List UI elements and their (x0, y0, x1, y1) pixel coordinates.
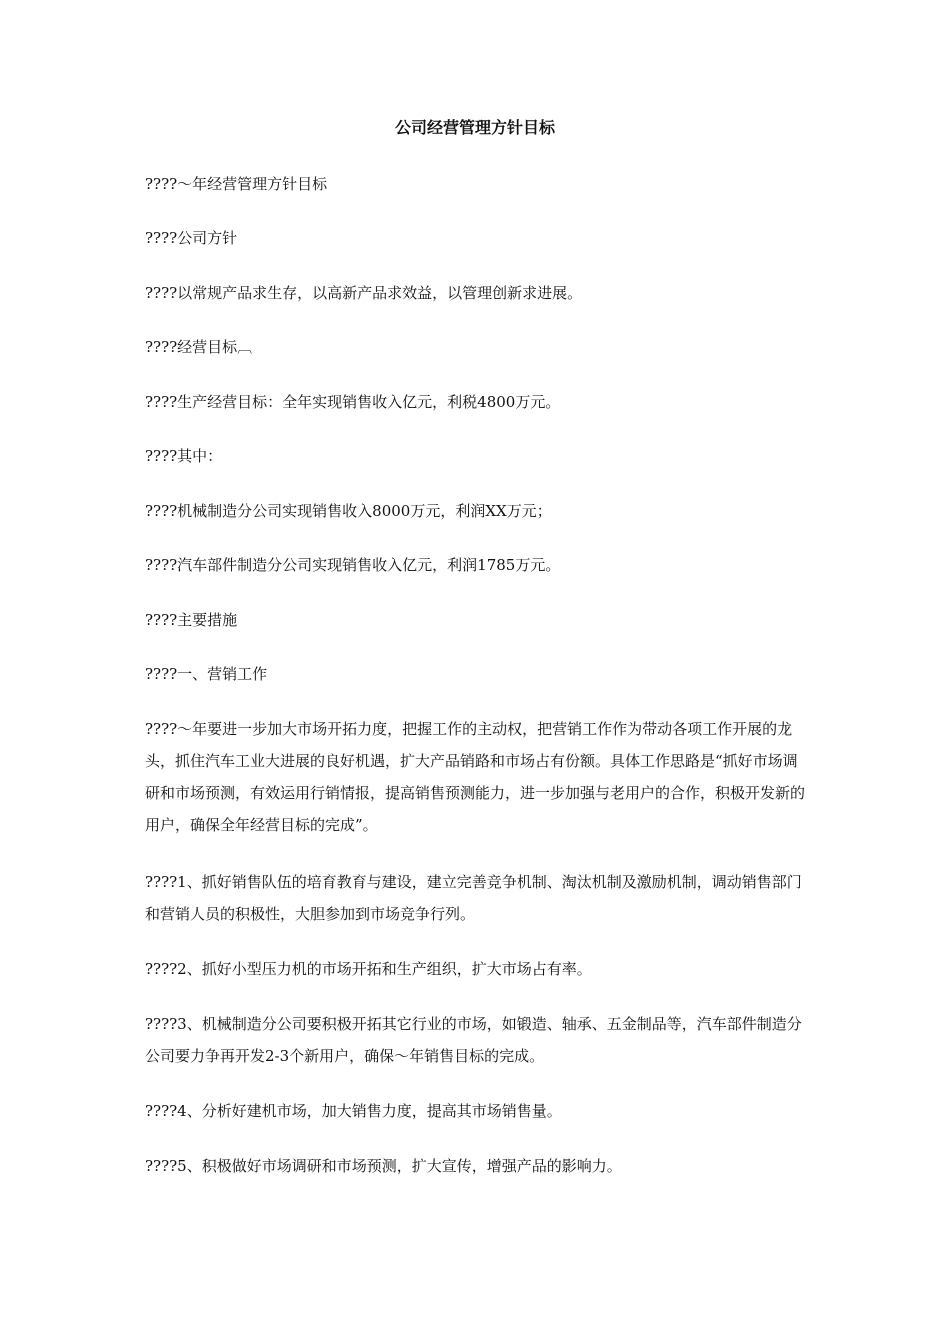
paragraph-marketing-overview: ????～年要进一步加大市场开拓力度，把握工作的主动权，把营销工作作为带动各项工作开展的龙头，抓住汽车工业大进展的良好机遇，扩大产品销路和市场占有份额。具体工作思路是“抓好市场调研和市场预测，有效运用行销情报，提高销售预测能力，进一步加强与老用户的合作，积极开发新的用户，确保全年经营目标的完成”。 (145, 720, 806, 834)
paragraph-main-measures-heading: ????主要措施 (145, 611, 238, 629)
paragraph-auto-parts-branch-goal: ????汽车部件制造分公司实现销售收入亿元，利润1785万元。 (145, 556, 561, 574)
paragraph-item-2: ????2、抓好小型压力机的市场开拓和生产组织，扩大市场占有率。 (145, 960, 592, 978)
paragraph-production-goal: ????生产经营目标：全年实现销售收入亿元，利税4800万元。 (145, 393, 561, 411)
paragraph-company-policy-heading: ????公司方针 (145, 229, 238, 247)
paragraph-business-goals-heading: ????经营目标︹ (145, 338, 253, 356)
paragraph-item-5: ????5、积极做好市场调研和市场预测，扩大宣传，增强产品的影响力。 (145, 1157, 622, 1175)
paragraph-item-1: ????1、抓好销售队伍的培育教育与建设，建立完善竞争机制、淘汰机制及激励机制，调动销售部门和营销人员的积极性，大胆参加到市场竞争行列。 (145, 873, 802, 923)
paragraph-year-policy-heading: ????～年经营管理方针目标 (145, 175, 328, 193)
paragraph-item-4: ????4、分析好建机市场，加大销售力度，提高其市场销售量。 (145, 1102, 562, 1120)
paragraph-item-3: ????3、机械制造分公司要积极开拓其它行业的市场，如锻造、轴承、五金制品等，汽车部件制造分公司要力争再开发2-3个新用户，确保～年销售目标的完成。 (145, 1015, 802, 1065)
document-title: 公司经营管理方针目标 (394, 118, 555, 137)
paragraph-machinery-branch-goal: ????机械制造分公司实现销售收入8000万元，利润XX万元； (145, 502, 552, 520)
paragraph-company-policy-text: ????以常规产品求生存，以高新产品求效益，以管理创新求进展。 (145, 284, 583, 302)
paragraph-among-them: ????其中： (145, 447, 223, 465)
paragraph-marketing-heading: ????一、营销工作 (145, 665, 268, 683)
